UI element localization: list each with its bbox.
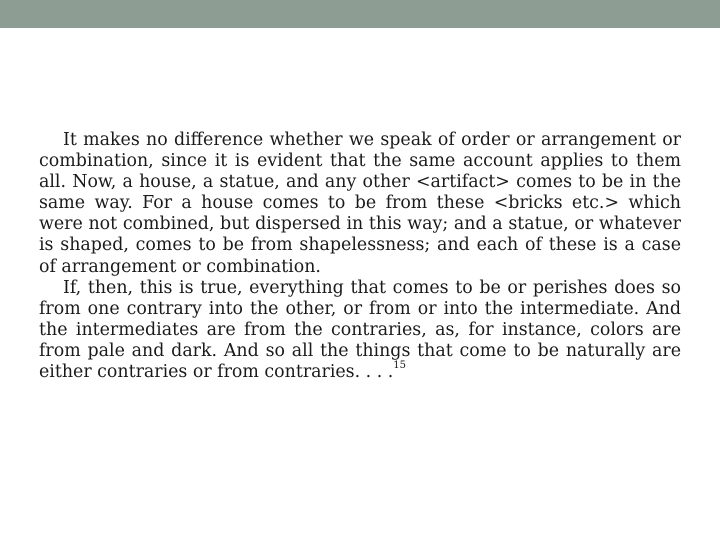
excerpt-paragraph-2-text: If, then, this is true, everything that comes to be or perishes does so from one contrary into the other, or from or into the intermediate. And the intermediates are from the contraries, as, for instance, colors are from pale and dark. And so all the things that come to be naturally are either contraries or from contraries. . . .	[39, 277, 681, 383]
excerpt-paragraph-1: It makes no difference whether we speak of order or arrangement or combination, since it is evident that the same account applies to them all. Now, a house, a statue, and any other <artifact> comes to be in the same way. For a house comes to be from these <bricks etc.> which were not combined, but dispersed in this way; and a statue, or whatever is shaped, comes to be from shapelessness; and each of these is a case of arrangement or combination.	[39, 130, 681, 277]
footnote-marker: 15	[393, 360, 407, 372]
header-bar	[0, 0, 720, 28]
text-excerpt	[39, 130, 681, 383]
excerpt-paragraph-2	[39, 278, 681, 383]
